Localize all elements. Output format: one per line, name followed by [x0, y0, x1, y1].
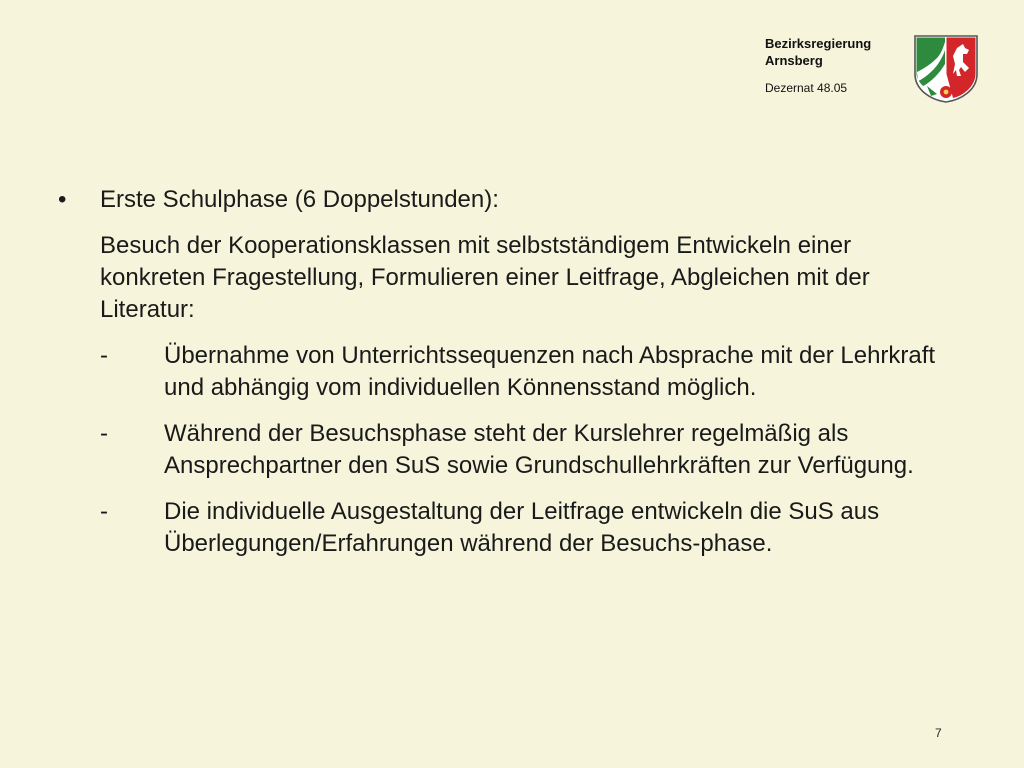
sub-list-item-text: Während der Besuchsphase steht der Kurslehrer regelmäßig als Ansprechpartner den SuS sowie Grundschullehrkräften zur Verfügung. — [164, 420, 914, 479]
department-label: Dezernat 48.05 — [765, 81, 848, 95]
sub-list-item-text: Die individuelle Ausgestaltung der Leitfrage entwickeln die SuS aus Überlegungen/Erfahrungen während der Besuchs-phase. — [164, 498, 880, 557]
bullet-item — [58, 184, 978, 216]
sub-list-item-text: Übernahme von Unterrichtssequenzen nach Absprache mit der Lehrkraft und abhängig vom individuellen Könnensstand möglich. — [164, 342, 936, 401]
org-name-line2: Arnsberg — [765, 53, 823, 68]
intro-paragraph: Besuch der Kooperationsklassen mit selbstständigem Entwickeln einer konkreten Fragestellung, Formulieren einer Leitfrage, Abgleichen mit der Literatur: — [100, 232, 870, 323]
dash-icon: - — [100, 342, 108, 369]
bullet-icon: • — [58, 186, 67, 213]
page-number: 7 — [935, 726, 942, 740]
nrw-coat-of-arms-icon — [913, 34, 979, 104]
sub-list — [58, 340, 978, 560]
sub-list-item — [58, 340, 964, 404]
dash-icon: - — [100, 420, 108, 447]
header — [765, 35, 905, 95]
slide-content — [58, 184, 978, 574]
dash-icon: - — [100, 498, 108, 525]
sub-list-item — [58, 418, 964, 482]
org-name-line1: Bezirksregierung — [765, 36, 872, 51]
bullet-heading: Erste Schulphase (6 Doppelstunden): — [100, 186, 499, 213]
sub-list-item — [58, 496, 964, 560]
